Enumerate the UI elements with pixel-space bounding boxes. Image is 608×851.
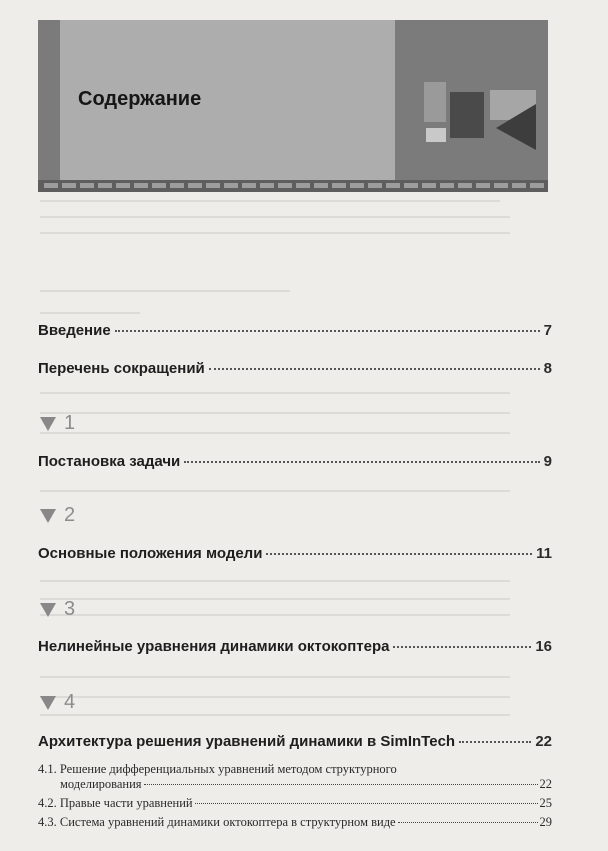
triangle-down-icon [40,417,56,431]
toc-entry-label: Основные положения модели [38,545,263,562]
triangle-down-icon [40,696,56,710]
toc-entry-label: Архитектура решения уравнений динамики в SimInTech [38,733,456,750]
triangle-down-icon [40,509,56,523]
toc-entry-introduction[interactable] [38,322,552,339]
toc-subentry-page: 29 [539,815,552,829]
toc-entry-page: 7 [543,322,552,339]
toc-subentry-page: 22 [539,777,552,791]
toc-entry-label: Перечень сокращений [38,360,205,377]
toc-entry-chapter-4[interactable] [38,733,552,750]
toc-entry-label: Нелинейные уравнения динамики октокоптера [38,638,390,655]
toc-entry-page: 22 [535,733,552,750]
leader-dots [393,646,531,648]
toc-subentry-label: 4.2. Правые части уравнений [38,796,193,810]
leader-dots [266,553,532,555]
toc-entry-chapter-2[interactable] [38,545,552,562]
toc-entry-chapter-1[interactable] [38,453,552,470]
leader-dots [398,822,538,823]
banner-strip-pattern [44,183,544,189]
chapter-number: 2 [64,504,76,526]
toc-subentry-4-2[interactable] [38,796,552,811]
leader-dots [184,461,539,463]
leader-dots [195,803,538,804]
toc-subentry-label: 4.3. Система уравнений динамики октокоптера в структурном виде [38,815,396,829]
chapter-marker-4 [40,691,75,714]
toc-subentry-4-1[interactable] [38,762,552,792]
chapter-marker-3 [40,598,75,621]
toc-subentry-label-cont: моделирования [60,777,142,791]
leader-dots [209,368,540,370]
chapter-marker-2 [40,504,75,527]
toc-subentry-4-3[interactable] [38,815,552,830]
toc-entry-abbreviations[interactable] [38,360,552,377]
toc-entry-label: Введение [38,322,111,339]
toc-entry-page: 16 [535,638,552,655]
banner-decoration [396,20,548,182]
toc-entry-page: 9 [543,453,552,470]
triangle-down-icon [40,603,56,617]
chapter-marker-1 [40,412,75,435]
leader-dots [144,784,538,785]
toc-entry-chapter-3[interactable] [38,638,552,655]
chapter-number: 3 [64,598,76,620]
toc-subentry-page: 25 [539,796,552,810]
page-title: Содержание [78,88,202,110]
leader-dots [115,330,540,332]
leader-dots [459,741,531,743]
chapter-number: 1 [64,412,76,434]
toc-entry-page: 8 [543,360,552,377]
toc-entry-page: 11 [536,545,552,562]
toc-subentry-label: 4.1. Решение дифференциальных уравнений методом структурного [38,762,397,776]
toc-entry-label: Постановка задачи [38,453,181,470]
chapter-number: 4 [64,691,76,713]
